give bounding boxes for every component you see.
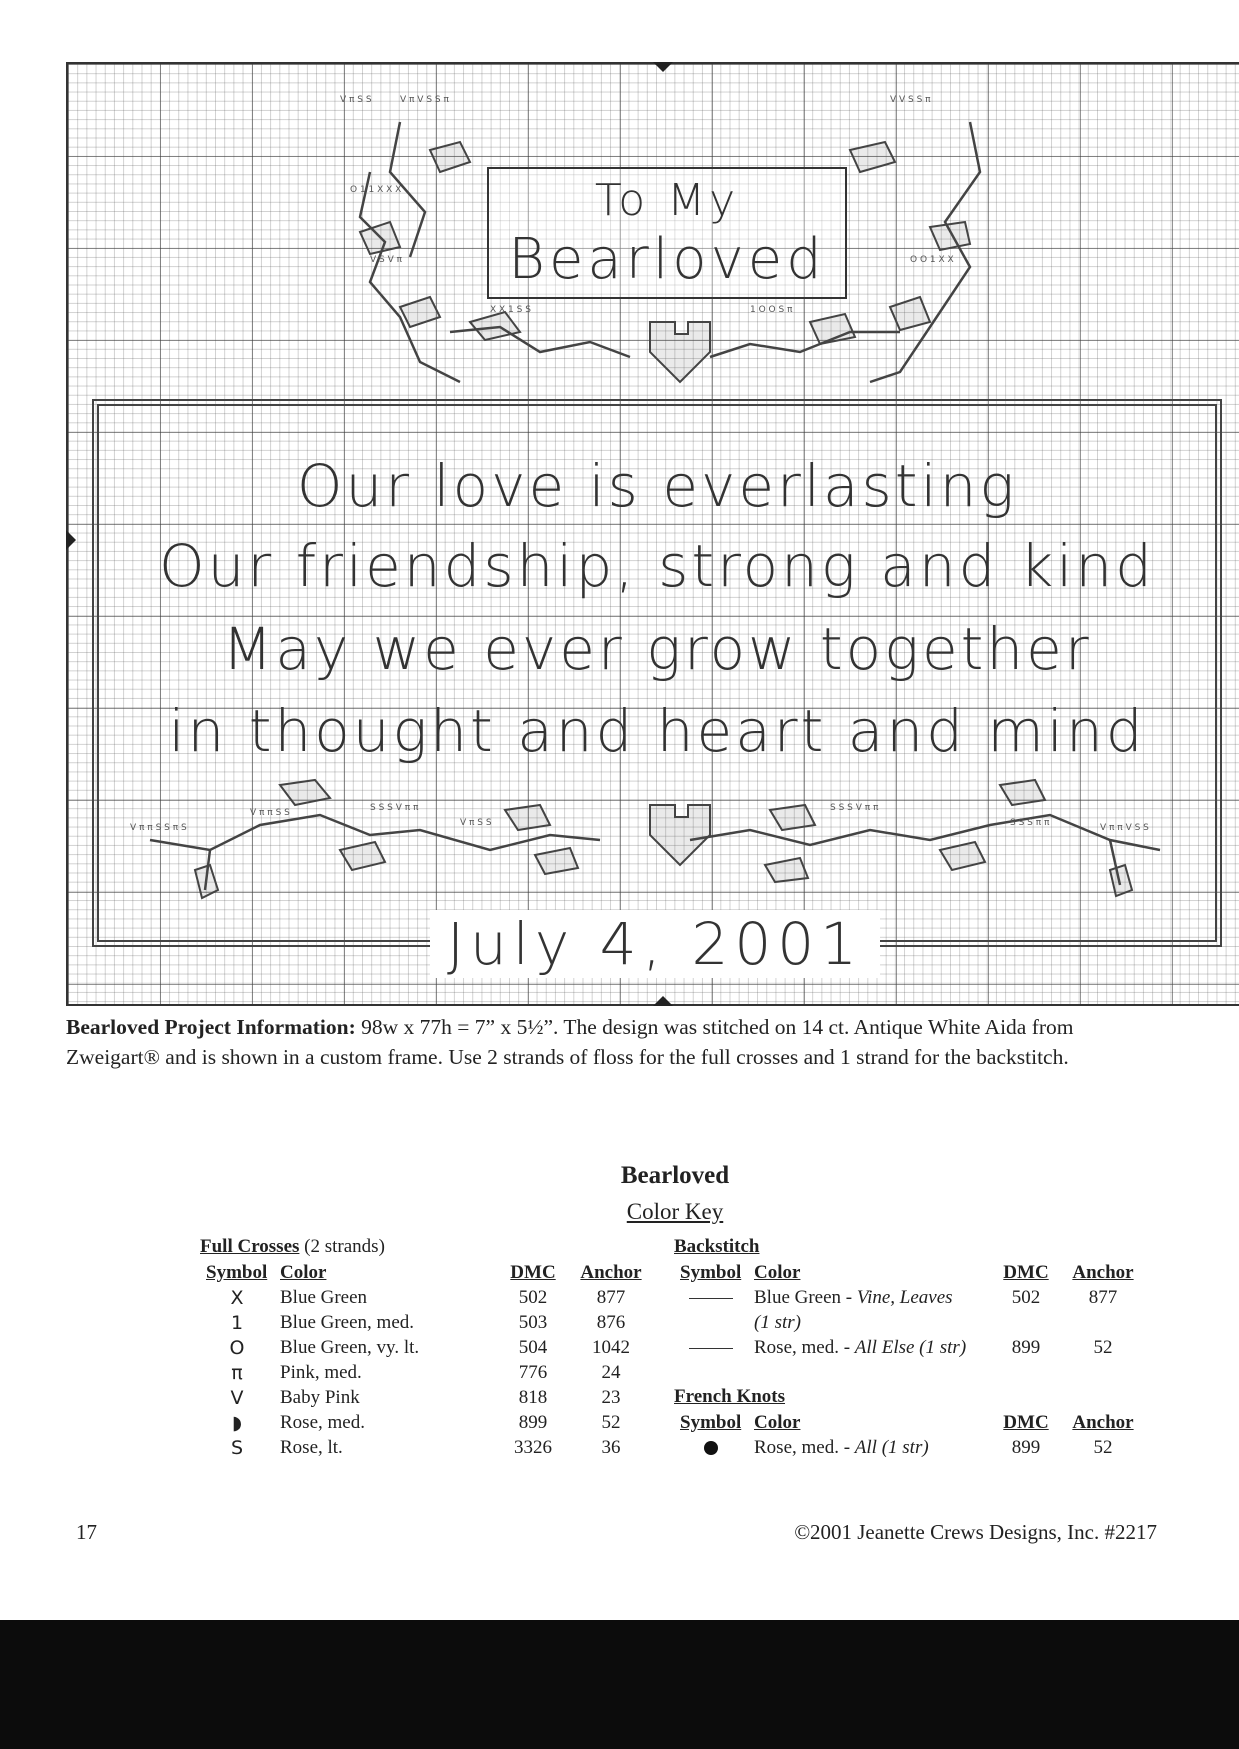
svg-text:1 O O S π: 1 O O S π [750, 305, 793, 315]
chart-title-box [487, 167, 847, 299]
verse-line: May we ever grow together [222, 615, 1092, 683]
column-header: DMC [510, 1261, 556, 1283]
svg-text:V π π S S: V π π S S [250, 808, 290, 818]
svg-text:V π π S S π S: V π π S S π S [130, 823, 187, 833]
backstitch-heading: Backstitch [674, 1236, 760, 1257]
verse-line: Our friendship, strong and kind [159, 532, 1155, 600]
column-header: Symbol [206, 1261, 268, 1283]
svg-text:O O 1 X X: O O 1 X X [910, 255, 954, 265]
table-row: Rose, med. - All (1 str) 899 52 [674, 1435, 1144, 1460]
center-arrow-top-icon [653, 62, 673, 72]
svg-text:S S S V π π: S S S V π π [830, 803, 879, 813]
table-row: S Rose, lt. 3326 36 [200, 1435, 652, 1460]
full-crosses-heading: Full Crosses (2 strands) [200, 1236, 385, 1257]
stitch-symbol: V [230, 1386, 244, 1409]
table-row: Blue Green - Vine, Leaves 502 877 [674, 1285, 1144, 1310]
stitch-symbol: ◗ [231, 1411, 242, 1434]
column-header: Color [280, 1261, 327, 1283]
scan-bottom-edge [0, 1620, 1239, 1749]
table-header-row [674, 1260, 1144, 1285]
column-header: Color [754, 1411, 801, 1433]
french-knots-table [674, 1410, 1144, 1460]
table-row: ◗ Rose, med. 899 52 [200, 1410, 652, 1435]
svg-text:X X 1 S S: X X 1 S S [490, 305, 531, 315]
project-info-line-2: Zweigart® and is shown in a custom frame. Use 2 strands of floss for the full crosses and 1 strand for the backstitch. [66, 1045, 1069, 1069]
column-header: Anchor [580, 1261, 642, 1283]
svg-text:V π π V S S: V π π V S S [1100, 823, 1149, 833]
table-row: V Baby Pink 818 23 [200, 1385, 652, 1410]
table-row: 1 Blue Green, med. 503 876 [200, 1310, 652, 1335]
svg-text:S S S V π π: S S S V π π [370, 803, 419, 813]
svg-text:V S V π: V S V π [370, 255, 403, 265]
project-info-label: Bearloved Project Information: [66, 1015, 356, 1039]
table-row: Rose, med. - All Else (1 str) 899 52 [674, 1335, 1144, 1360]
chart-date: July 4, 2001 [430, 910, 880, 978]
full-crosses-table [200, 1260, 652, 1460]
backstitch-table [674, 1260, 1144, 1360]
svg-text:V V S S π: V V S S π [890, 95, 931, 105]
stitch-symbol: S [230, 1436, 244, 1459]
french-knot-dot-icon [704, 1441, 718, 1455]
svg-text:V π S S: V π S S [340, 95, 372, 105]
verse-line: Our love is everlasting [296, 452, 1018, 520]
stitch-symbol: X [230, 1286, 244, 1309]
project-info-line-1: 98w x 77h = 7” x 5½”. The design was stitched on 14 ct. Antique White Aida from [355, 1015, 1074, 1039]
column-header: Symbol [680, 1261, 742, 1283]
chart-title-line-2: Bearloved [508, 227, 826, 292]
page-number: 17 [76, 1520, 97, 1544]
column-header: Anchor [1072, 1411, 1134, 1433]
table-header-row [674, 1410, 1144, 1435]
project-information [66, 1012, 1239, 1072]
svg-text:V π S S: V π S S [460, 818, 492, 828]
table-row: X Blue Green 502 877 [200, 1285, 652, 1310]
color-key-subtitle: Color Key [626, 1199, 724, 1224]
column-header: Symbol [680, 1411, 742, 1433]
table-row: π Pink, med. 776 24 [200, 1360, 652, 1385]
column-header: DMC [1003, 1411, 1049, 1433]
table-header-row [200, 1260, 652, 1285]
table-row: (1 str) [754, 1311, 801, 1333]
stitch-symbol: 1 [230, 1311, 244, 1334]
backstitch-line-icon [689, 1348, 733, 1349]
column-header: Anchor [1072, 1261, 1134, 1283]
color-key-title: Bearloved [620, 1162, 730, 1189]
backstitch-line-icon [689, 1298, 733, 1299]
copyright-notice: ©2001 Jeanette Crews Designs, Inc. #2217 [794, 1520, 1157, 1544]
center-arrow-left-icon [66, 530, 76, 550]
center-arrow-bottom-icon [653, 996, 673, 1006]
stitch-symbol: π [231, 1361, 243, 1384]
chart-title-line-1: To My [594, 175, 740, 226]
svg-text:S S S π π: S S S π π [1010, 818, 1050, 828]
svg-text:V π V S S π: V π V S S π [400, 95, 449, 105]
french-knots-heading: French Knots [674, 1386, 786, 1407]
column-header: Color [754, 1261, 801, 1283]
table-row: O Blue Green, vy. lt. 504 1042 [200, 1335, 652, 1360]
column-header: DMC [1003, 1261, 1049, 1283]
stitch-symbol: O [229, 1336, 245, 1359]
svg-text:O 1 1 X X X: O 1 1 X X X [350, 185, 402, 195]
verse-line: in thought and heart and mind [168, 697, 1146, 765]
